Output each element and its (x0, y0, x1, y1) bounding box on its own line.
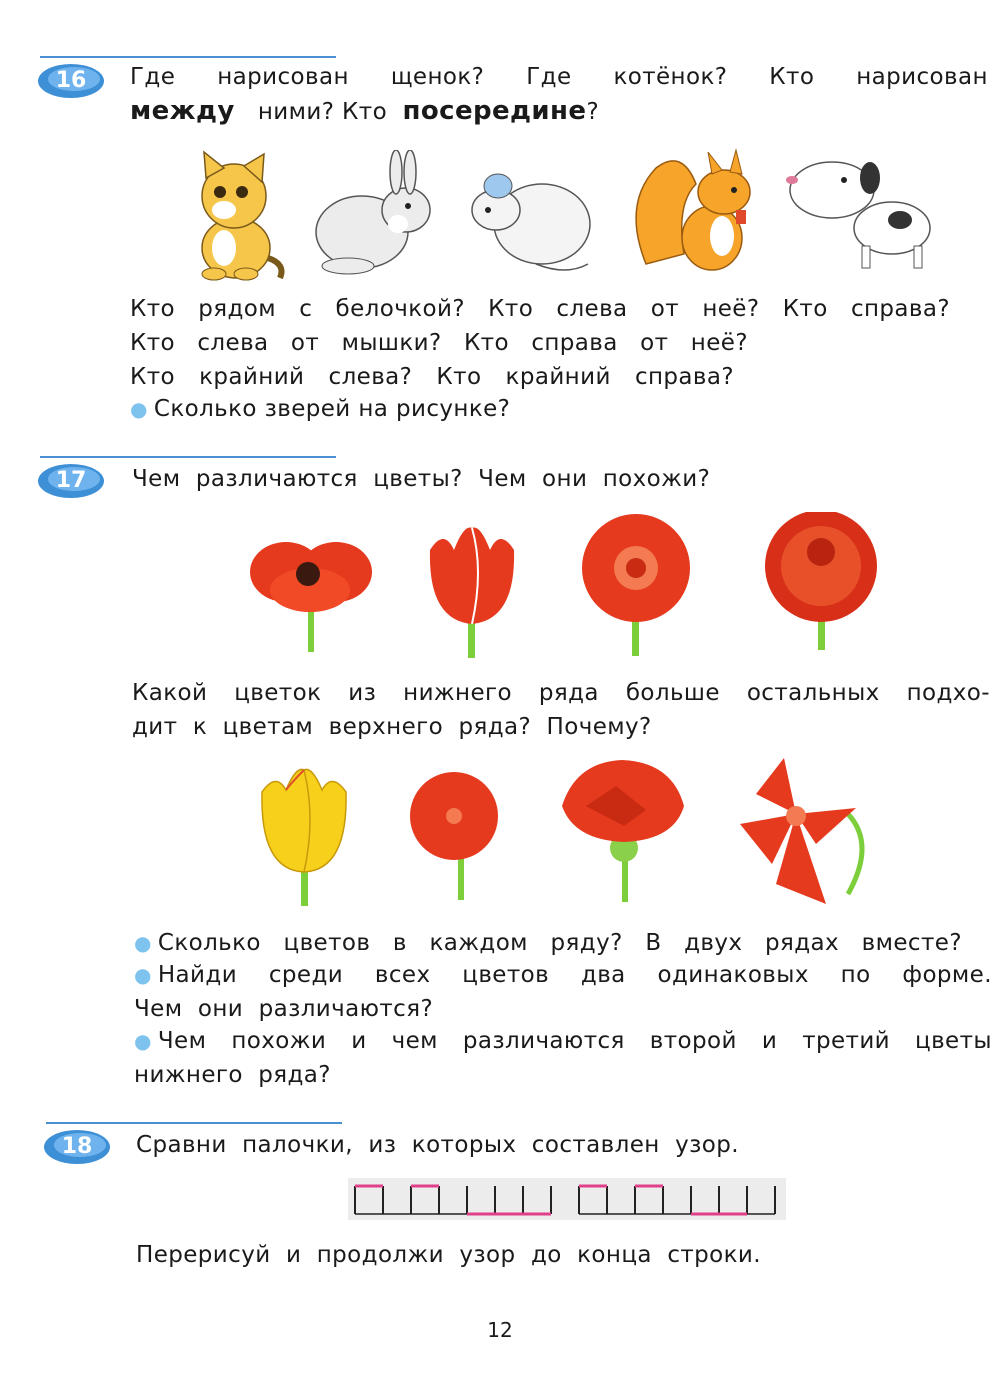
ex16-question4: ● Сколько зверей на рисунке? (130, 396, 511, 422)
ex18-badge (42, 1128, 112, 1166)
ex17-question1-line1: Какой цветок из нижнего ряда больше остальных подхо- (132, 680, 990, 706)
aster-illustration (758, 512, 884, 652)
ex17-rule (40, 456, 336, 458)
stick-pattern-drawing (348, 1178, 786, 1220)
bullet-icon: ● (134, 1029, 152, 1053)
ex17-badge (36, 462, 106, 500)
ex18-rule (46, 1122, 342, 1124)
ex17-bullet3: ● Чем похожи и чем различаются второй и третий цветы (134, 1028, 992, 1054)
ex16-question1: Кто рядом с белочкой? Кто слева от неё? Кто справа? (130, 296, 950, 322)
ex17-question1-line2: дит к цветам верхнего ряда? Почему? (132, 714, 652, 740)
red-flower-illustration (404, 772, 504, 902)
ex16-line2: между ними? Кто посередине? (130, 96, 600, 126)
mouse-illustration (466, 164, 600, 276)
stick-pattern (348, 1178, 786, 1220)
ex18-number: 18 (61, 1134, 93, 1159)
ex18-line2: Перерисуй и продолжи узор до конца строки. (136, 1242, 761, 1268)
ex16-bold-middle: посередине (402, 96, 587, 126)
page-number: 12 (487, 1318, 513, 1342)
yellow-tulip-illustration (256, 762, 352, 908)
ex17-bullet1: ● Сколько цветов в каждом ряду? В двух рядах вместе? (134, 930, 962, 956)
rabbit-illustration (308, 150, 442, 278)
squirrel-illustration (626, 144, 766, 276)
tulip-illustration (420, 520, 524, 660)
ex17-line1: Чем различаются цветы? Чем они похожи? (132, 466, 711, 492)
ex17-bullet2-cont: Чем они различаются? (134, 996, 434, 1022)
poppy-illustration (246, 520, 376, 654)
ex18-line1: Сравни палочки, из которых составлен узор. (136, 1132, 739, 1158)
ex16-line1: Где нарисован щенок? Где котёнок? Кто нарисован (130, 64, 988, 90)
ex16-question2: Кто слева от мышки? Кто справа от неё? (130, 330, 748, 356)
ex17-bullet2: ● Найди среди всех цветов два одинаковых по форме. (134, 962, 992, 988)
carnation-illustration (556, 756, 690, 904)
rose-illustration (574, 512, 698, 658)
ex16-bold-between: между (130, 96, 235, 126)
bullet-icon: ● (134, 963, 152, 987)
ex16-number: 16 (55, 68, 87, 93)
puppy-illustration (782, 150, 938, 272)
lily-illustration (736, 754, 872, 910)
ex17-bullet3-cont: нижнего ряда? (134, 1062, 331, 1088)
ex16-rule (40, 56, 336, 58)
ex17-number: 17 (55, 468, 87, 493)
bullet-icon: ● (134, 931, 152, 955)
ex16-badge (36, 62, 106, 100)
cat-illustration (184, 148, 290, 282)
ex16-question3: Кто крайний слева? Кто крайний справа? (130, 364, 734, 390)
bullet-icon: ● (130, 397, 148, 421)
